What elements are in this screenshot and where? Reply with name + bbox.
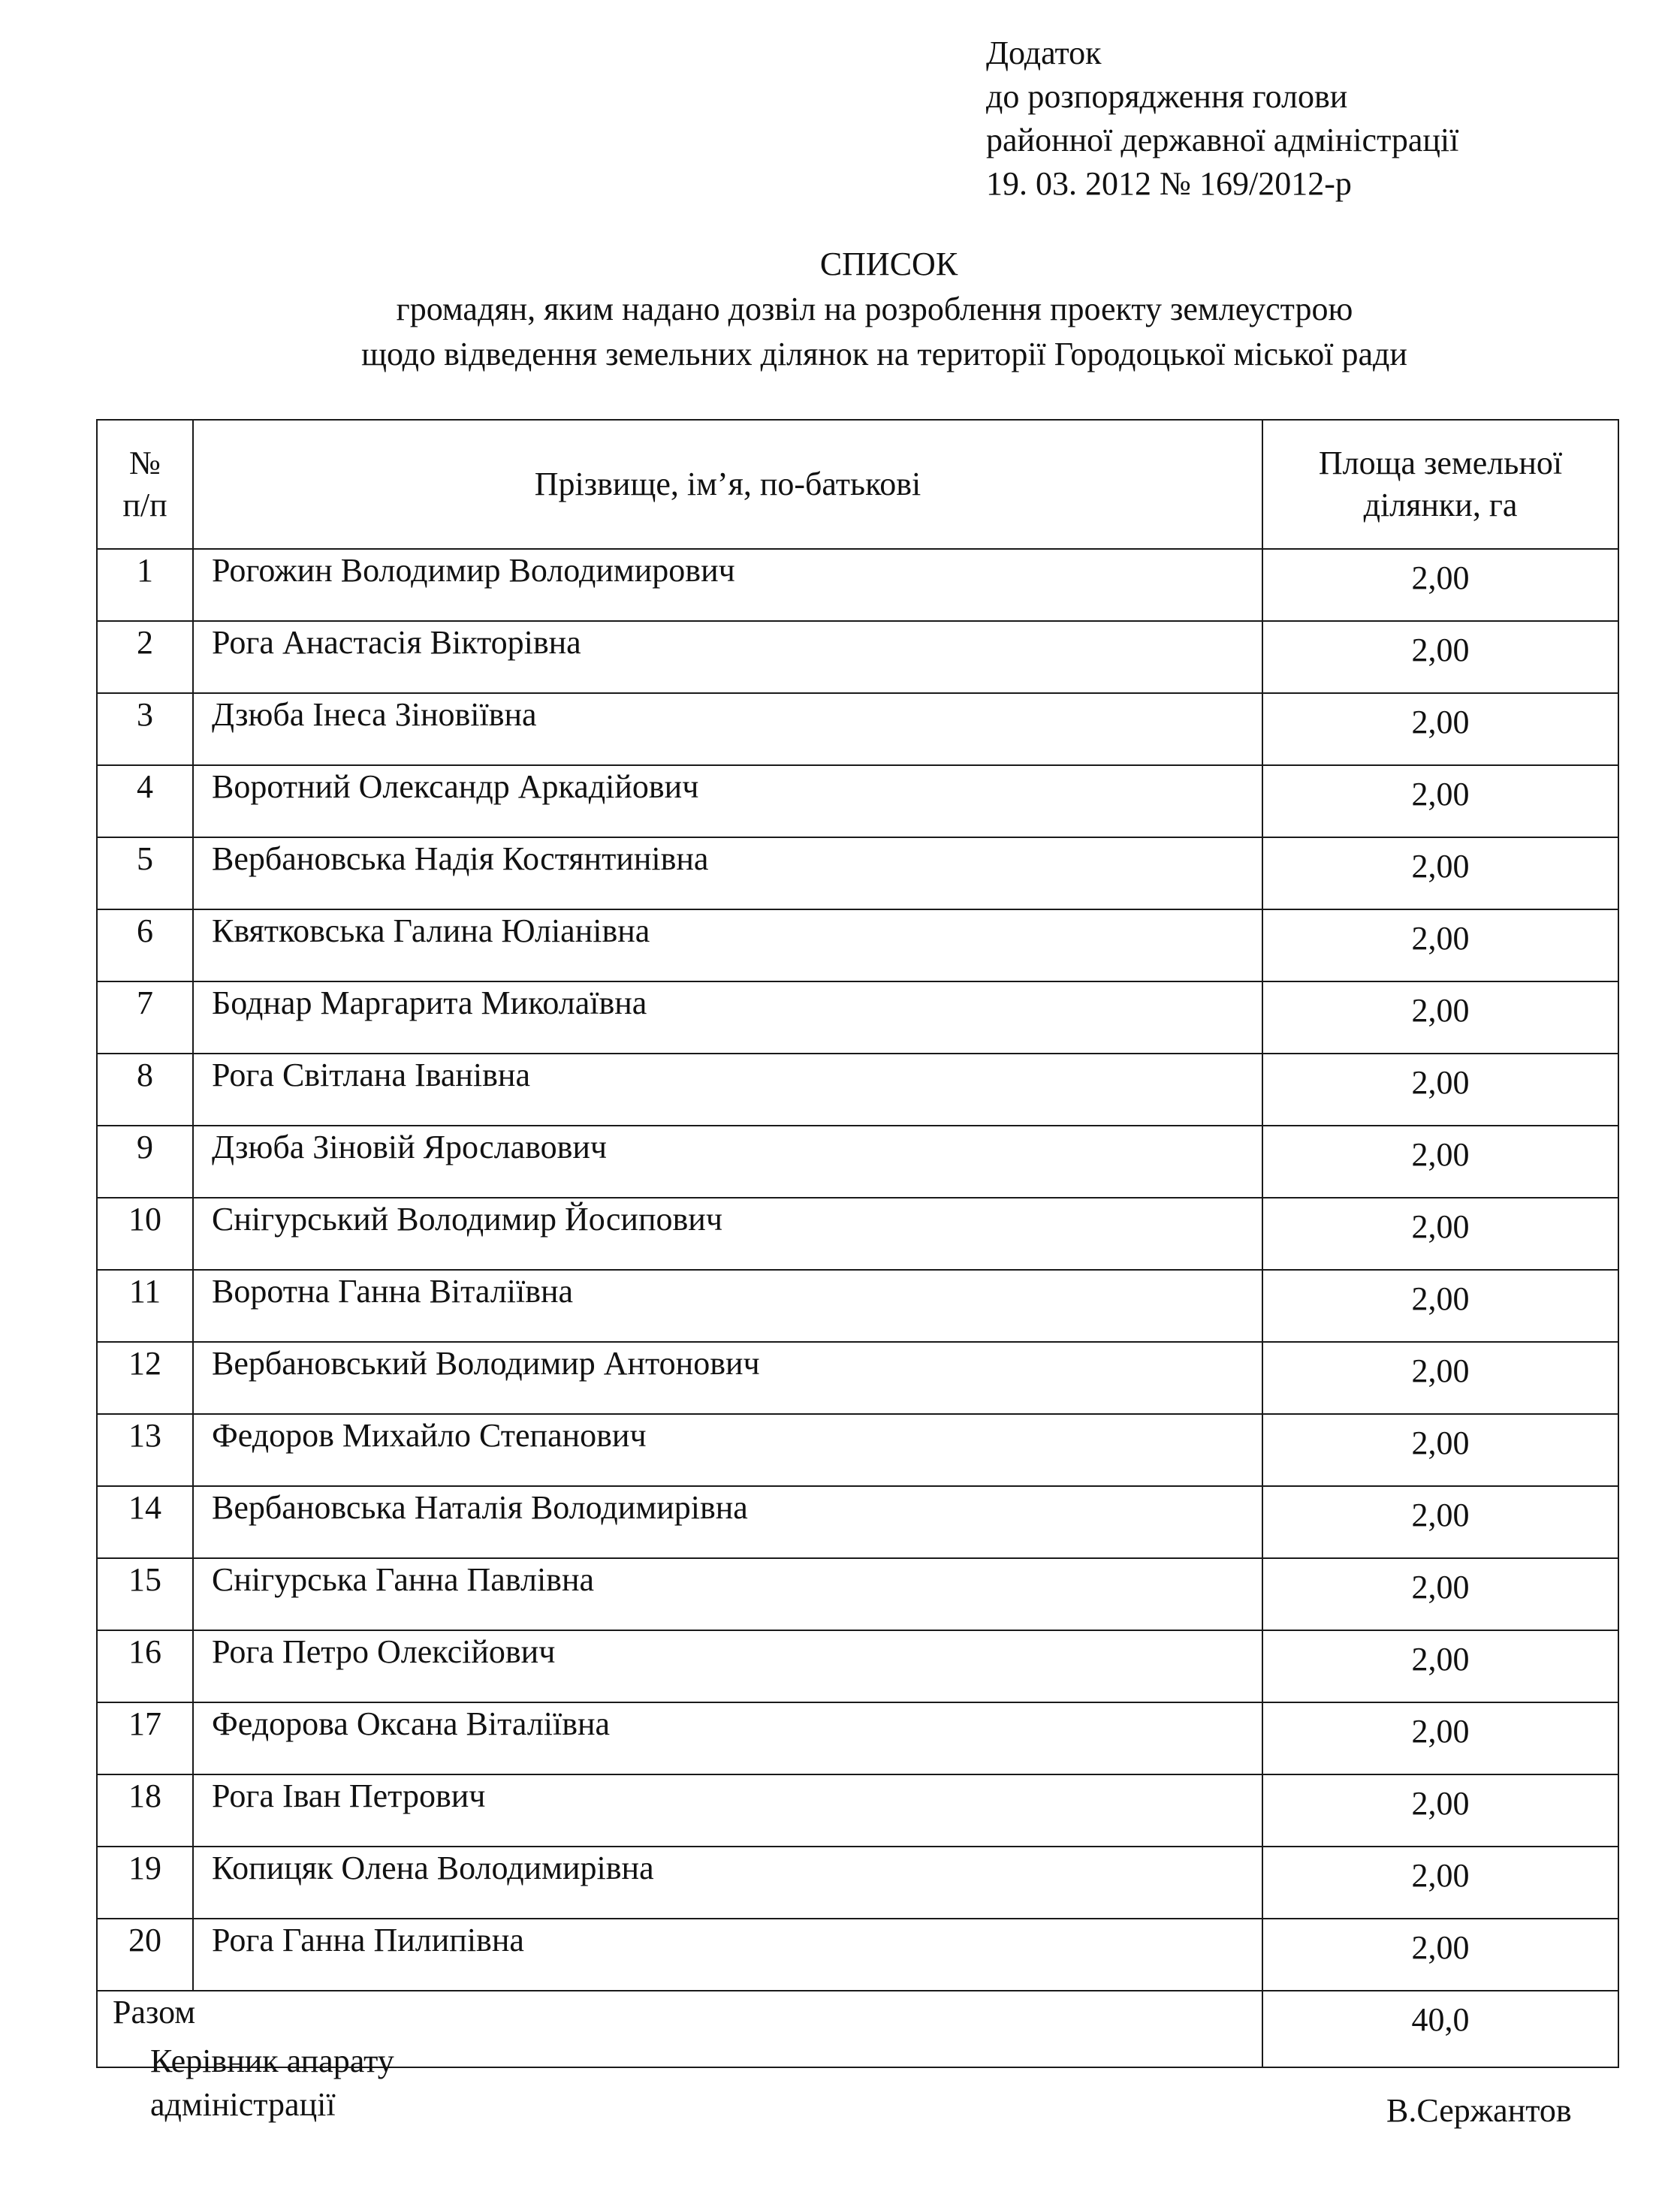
row-land-area: 2,00 [1262, 1702, 1618, 1774]
table-row [97, 909, 1618, 981]
row-land-area: 2,00 [1262, 1774, 1618, 1847]
table-row [97, 1847, 1618, 1919]
row-land-area: 2,00 [1262, 549, 1618, 621]
row-full-name: Дзюба Інеса Зіновіївна [193, 693, 1262, 765]
row-full-name: Федорова Оксана Віталіївна [193, 1702, 1262, 1774]
row-number: 5 [97, 837, 193, 909]
row-land-area: 2,00 [1262, 1630, 1618, 1702]
table-row [97, 1774, 1618, 1847]
row-land-area: 2,00 [1262, 1919, 1618, 1991]
row-land-area: 2,00 [1262, 765, 1618, 837]
header-land-area [1262, 420, 1618, 549]
appendix-label: Додаток [986, 35, 1102, 71]
row-number: 13 [97, 1414, 193, 1486]
row-land-area: 2,00 [1262, 1558, 1618, 1630]
row-land-area: 2,00 [1262, 1847, 1618, 1919]
row-number: 11 [97, 1270, 193, 1342]
row-land-area: 2,00 [1262, 621, 1618, 693]
row-full-name: Рога Світлана Іванівна [193, 1054, 1262, 1126]
row-full-name: Боднар Маргарита Миколаївна [193, 981, 1262, 1054]
header-number-symbol: № [129, 445, 161, 481]
appendix-date-number: 19. 03. 2012 № 169/2012-р [986, 165, 1352, 202]
appendix-authority: районної державної адміністрації [986, 122, 1459, 158]
row-number: 17 [97, 1702, 193, 1774]
row-number: 1 [97, 549, 193, 621]
appendix-block [986, 32, 1458, 206]
row-full-name: Рогожин Володимир Володимирович [193, 549, 1262, 621]
row-number: 20 [97, 1919, 193, 1991]
header-area-line-2: ділянки, га [1363, 487, 1518, 523]
row-full-name: Дзюба Зіновій Ярославович [193, 1126, 1262, 1198]
row-full-name: Квятковська Галина Юліанівна [193, 909, 1262, 981]
row-number: 18 [97, 1774, 193, 1847]
document-title-block [0, 242, 1680, 377]
row-full-name: Снігурська Ганна Павлівна [193, 1558, 1262, 1630]
total-label: Разом [97, 1991, 1262, 2067]
total-value: 40,0 [1262, 1991, 1618, 2067]
table-row [97, 693, 1618, 765]
row-number: 15 [97, 1558, 193, 1630]
table-row [97, 1486, 1618, 1558]
header-area-line-1: Площа земельної [1318, 445, 1563, 481]
table-body [97, 549, 1618, 1991]
row-full-name: Федоров Михайло Степанович [193, 1414, 1262, 1486]
table-row [97, 765, 1618, 837]
row-number: 6 [97, 909, 193, 981]
row-full-name: Вербановська Надія Костянтинівна [193, 837, 1262, 909]
row-full-name: Рога Анастасія Вікторівна [193, 621, 1262, 693]
row-land-area: 2,00 [1262, 1270, 1618, 1342]
header-number [97, 420, 193, 549]
row-full-name: Рога Ганна Пилипівна [193, 1919, 1262, 1991]
row-full-name: Вербановський Володимир Антонович [193, 1342, 1262, 1414]
row-land-area: 2,00 [1262, 1486, 1618, 1558]
row-full-name: Снігурський Володимир Йосипович [193, 1198, 1262, 1270]
row-land-area: 2,00 [1262, 1342, 1618, 1414]
table-row [97, 549, 1618, 621]
appendix-order-ref: до розпорядження голови [986, 78, 1348, 115]
citizens-table [96, 419, 1619, 2068]
table-row [97, 1054, 1618, 1126]
row-full-name: Рога Петро Олексійович [193, 1630, 1262, 1702]
row-number: 8 [97, 1054, 193, 1126]
row-number: 12 [97, 1342, 193, 1414]
row-full-name: Копицяк Олена Володимирівна [193, 1847, 1262, 1919]
row-full-name: Рога Іван Петрович [193, 1774, 1262, 1847]
signature-position [150, 2040, 394, 2127]
row-number: 4 [97, 765, 193, 837]
row-number: 16 [97, 1630, 193, 1702]
table-row [97, 1702, 1618, 1774]
table-row [97, 1342, 1618, 1414]
table-row [97, 1558, 1618, 1630]
table-row [97, 1630, 1618, 1702]
row-full-name: Вербановська Наталія Володимирівна [193, 1486, 1262, 1558]
table-row [97, 1198, 1618, 1270]
table-row [97, 1126, 1618, 1198]
document-heading: СПИСОК [819, 246, 958, 282]
row-land-area: 2,00 [1262, 1054, 1618, 1126]
row-land-area: 2,00 [1262, 693, 1618, 765]
row-number: 2 [97, 621, 193, 693]
signature-position-line-1: Керівник апарату [150, 2043, 394, 2079]
signature-position-line-2: адміністрації [150, 2086, 336, 2123]
table-row [97, 1414, 1618, 1486]
table-row [97, 1270, 1618, 1342]
table-row [97, 621, 1618, 693]
table-row [97, 981, 1618, 1054]
row-number: 3 [97, 693, 193, 765]
table-row [97, 837, 1618, 909]
row-land-area: 2,00 [1262, 981, 1618, 1054]
document-subtitle-line-1: громадян, яким надано дозвіл на розроблення проекту землеустрою [396, 291, 1353, 327]
header-number-abbr: п/п [122, 487, 167, 523]
table-row [97, 1919, 1618, 1991]
row-number: 7 [97, 981, 193, 1054]
header-full-name: Прізвище, ім’я, по-батькові [193, 420, 1262, 549]
row-full-name: Воротна Ганна Віталіївна [193, 1270, 1262, 1342]
row-full-name: Воротний Олександр Аркадійович [193, 765, 1262, 837]
row-land-area: 2,00 [1262, 837, 1618, 909]
row-number: 19 [97, 1847, 193, 1919]
signatory-name: В.Сержантов [1386, 2092, 1572, 2129]
document-subtitle-line-2: щодо відведення земельних ділянок на території Городоцької міської ради [361, 336, 1407, 372]
table-header-row [97, 420, 1618, 549]
row-number: 10 [97, 1198, 193, 1270]
row-land-area: 2,00 [1262, 909, 1618, 981]
row-land-area: 2,00 [1262, 1198, 1618, 1270]
row-land-area: 2,00 [1262, 1126, 1618, 1198]
row-number: 9 [97, 1126, 193, 1198]
row-number: 14 [97, 1486, 193, 1558]
row-land-area: 2,00 [1262, 1414, 1618, 1486]
